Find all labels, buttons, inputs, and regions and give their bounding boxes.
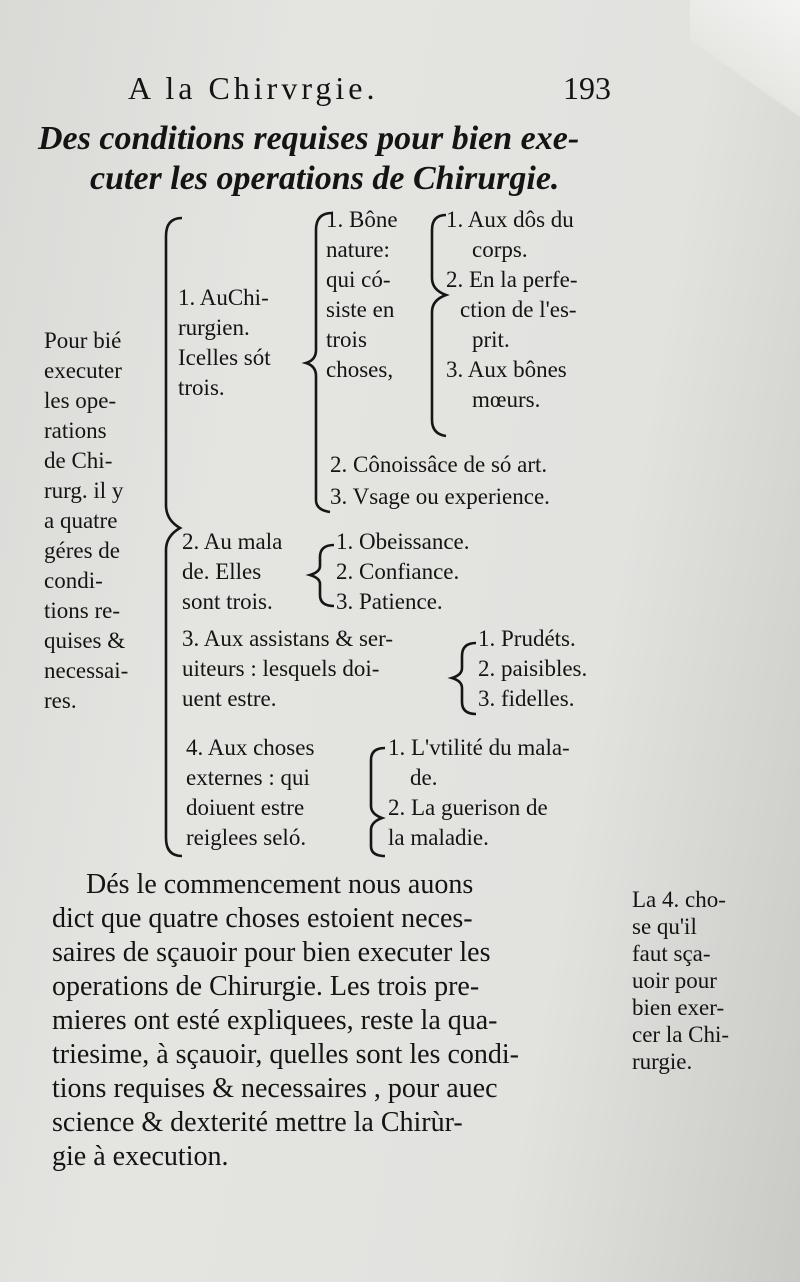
brace-bone-nature (432, 215, 446, 436)
node-malade-conditions: 1. Obeissance. 2. Confiance. 3. Patience. (336, 529, 470, 614)
body-paragraph: Dés le commencement nous auons dict que quatre choses estoient neces- saires de sçauoir pour bien executer les operations de Chirurgie. Les trois pre- mieres ont esté expliquees, reste la qua- triesime, à sçauoir, quelles sont les condi- tions requises & necessaires , pour auec science & dexterité mettre la Chirùr- gie à execution. (52, 869, 519, 1172)
brace-assistans (452, 643, 476, 714)
node-bone-nature: 1. Bône nature: qui có- siste en trois choses, (326, 207, 398, 382)
chapter-title-line-2: cuter les operations de Chirurgie. (90, 160, 560, 197)
brace-externes (371, 748, 385, 856)
margin-note: La 4. cho- se qu'il faut sça- uoir pour bien exer- cer la Chi- rurgie. (632, 887, 730, 1074)
node-chirurgien: 1. AuChi- rurgien. Icelles sót trois. (178, 285, 271, 400)
node-three-things: 1. Aux dôs du corps. 2. En la perfe- ction de l'es- prit. 3. Aux bônes mœurs. (446, 207, 578, 412)
node-assistans-qualities: 1. Prudéts. 2. paisibles. 3. fidelles. (478, 626, 588, 711)
page-number: 193 (563, 70, 611, 106)
node-malade: 2. Au mala de. Elles sont trois. (182, 529, 283, 614)
node-assistans: 3. Aux assistans & ser- uiteurs : lesquels doi- uent estre. (182, 626, 393, 711)
node-externes-rules: 1. L'vtilité du mala- de. 2. La guerison de la maladie. (388, 735, 570, 850)
root-node: Pour bié executer les ope- rations de Chi- rurg. il y a quatre géres de condi- tions re- quises & necessai- res. (44, 328, 129, 713)
running-title: A la Chirvrgie. (128, 70, 379, 106)
brace-malade (310, 545, 334, 606)
chapter-title-line-1: Des conditions requises pour bien exe- (38, 120, 580, 157)
node-conoissance: 2. Cônoissâce de só art. (330, 452, 548, 477)
node-vsage: 3. Vsage ou experience. (330, 484, 550, 509)
node-choses-externes: 4. Aux choses externes : qui doiuent estre reiglees seló. (186, 735, 315, 850)
